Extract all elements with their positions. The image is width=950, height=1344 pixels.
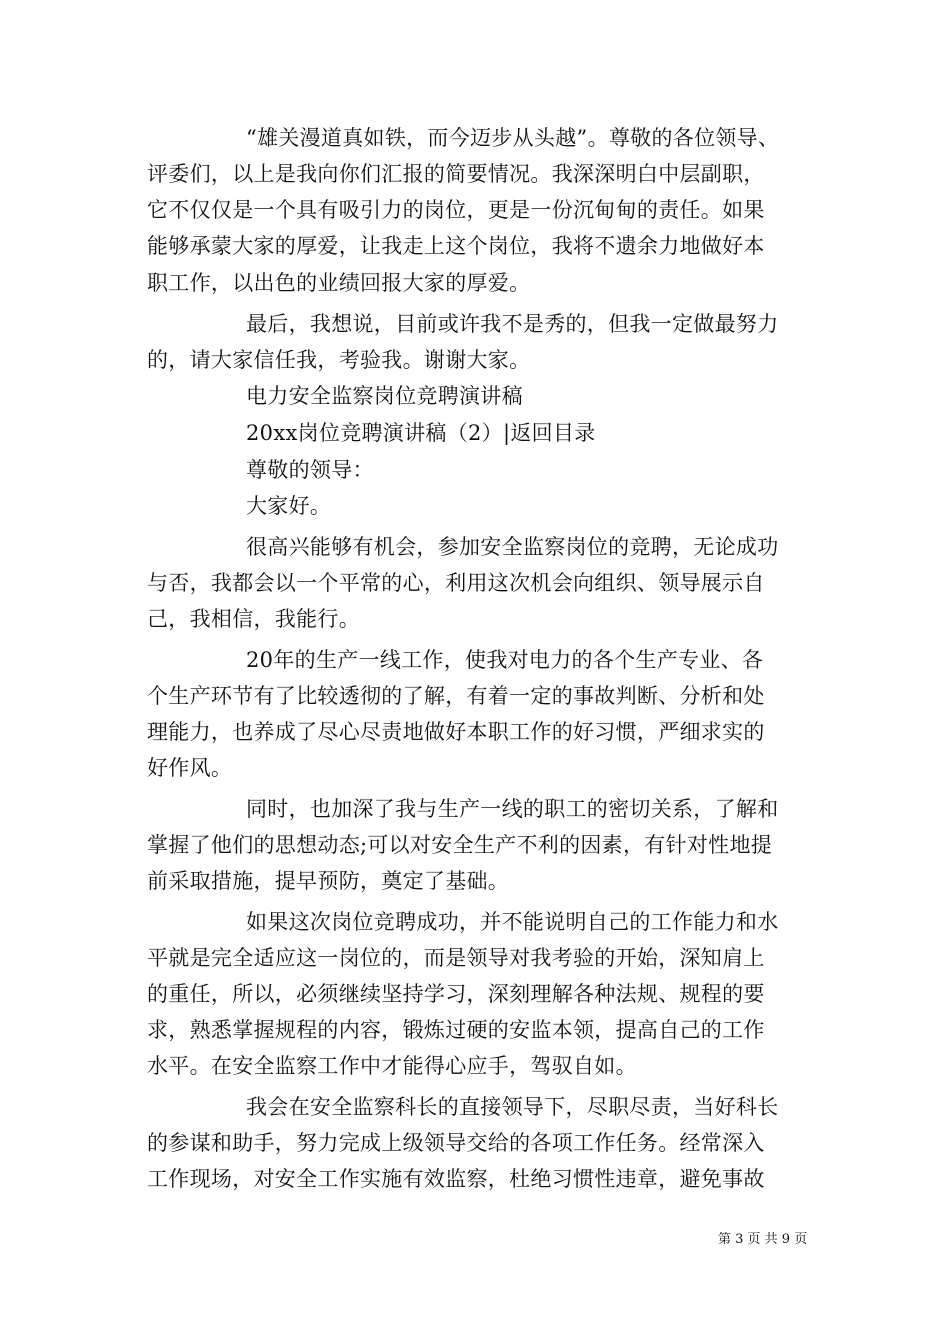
text-line: 的参谋和助手，努力完成上级领导交给的各项工作任务。经常深入: [147, 1131, 765, 1155]
text-line: 理能力，也养成了尽心尽责地做好本职工作的好习惯，严细求实的: [147, 720, 765, 744]
text-line: 平就是完全适应这一岗位的，而是领导对我考验的开始，深知肩上: [147, 946, 765, 970]
text-line: 个生产环节有了比较透彻的了解，有着一定的事故判断、分析和处: [147, 684, 765, 708]
text-line: “雄关漫道真如铁，而今迈步从头越”。尊敬的各位领导、: [246, 126, 780, 150]
text-line: 同时，也加深了我与生产一线的职工的密切关系，了解和: [246, 797, 779, 821]
text-line: 最后，我想说，目前或许我不是秀的，但我一定做最努力: [246, 312, 779, 336]
text-line: 己，我相信，我能行。: [147, 607, 360, 631]
text-line: 大家好。: [246, 494, 332, 518]
text-line: 尊敬的领导：: [246, 458, 374, 482]
text-line: 20年的生产一线工作，使我对电力的各个生产专业、各: [246, 648, 764, 672]
text-line: 20xx岗位竞聘演讲稿（2）|返回目录: [246, 421, 596, 445]
text-line: 如果这次岗位竞聘成功，并不能说明自己的工作能力和水: [246, 910, 779, 934]
text-line: 掌握了他们的思想动态;可以对安全生产不利的因素，有针对性地提: [147, 833, 773, 857]
text-line: 的重任，所以，必须继续坚持学习，深刻理解各种法规、规程的要: [147, 982, 765, 1006]
text-line: 好作风。: [147, 756, 233, 780]
text-line: 我会在安全监察科长的直接领导下，尽职尽责，当好科长: [246, 1095, 779, 1119]
text-line: 电力安全监察岗位竞聘演讲稿: [246, 384, 523, 408]
text-line: 工作现场，对安全工作实施有效监察，杜绝习惯性违章，避免事故: [147, 1167, 765, 1191]
text-line: 能够承蒙大家的厚爱，让我走上这个岗位，我将不遗余力地做好本: [147, 234, 765, 258]
text-line: 评委们，以上是我向你们汇报的简要情况。我深深明白中层副职，: [147, 162, 765, 186]
page-number: 第 3 页 共 9 页: [718, 1232, 808, 1247]
text-line: 前采取措施，提早预防，奠定了基础。: [147, 869, 510, 893]
text-line: 水平。在安全监察工作中才能得心应手，驾驭自如。: [147, 1054, 637, 1078]
text-line: 职工作，以出色的业绩回报大家的厚爱。: [147, 271, 531, 295]
text-line: 它不仅仅是一个具有吸引力的岗位，更是一份沉甸甸的责任。如果: [147, 198, 765, 222]
text-line: 与否，我都会以一个平常的心，利用这次机会向组织、领导展示自: [147, 571, 765, 595]
text-line: 求，熟悉掌握规程的内容，锻炼过硬的安监本领，提高自己的工作: [147, 1018, 765, 1042]
text-line: 很高兴能够有机会，参加安全监察岗位的竞聘，无论成功: [246, 535, 779, 559]
text-line: 的，请大家信任我，考验我。谢谢大家。: [147, 348, 531, 372]
